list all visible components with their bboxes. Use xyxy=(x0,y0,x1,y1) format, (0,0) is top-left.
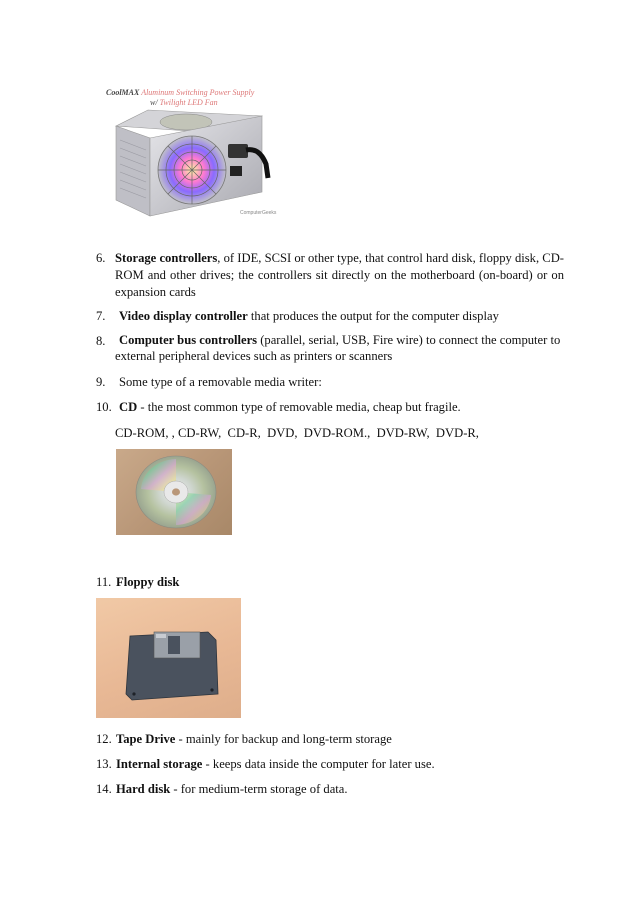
list-item xyxy=(96,333,564,364)
item-number: 10. xyxy=(96,400,112,414)
psu-illustration xyxy=(106,82,277,224)
psu-caption: CoolMAX Aluminum Switching Power Supply xyxy=(106,88,255,97)
cd-illustration xyxy=(116,449,232,535)
item-number: 9. xyxy=(96,375,106,389)
floppy-illustration xyxy=(96,598,241,718)
item-number: 7. xyxy=(96,309,106,323)
item-number: 12. xyxy=(96,732,112,746)
item-text: Internal storage - keeps data inside the computer for later use. xyxy=(116,757,435,771)
item-text: Some type of a removable media writer: xyxy=(119,375,322,389)
list-item xyxy=(96,250,564,301)
item-text: CD - the most common type of removable media, cheap but fragile. xyxy=(119,400,461,414)
power-supply-image xyxy=(106,82,277,224)
psu-caption-line2: w/ Twilight LED Fan xyxy=(150,98,218,107)
item-text: Hard disk - for medium-term storage of data. xyxy=(116,782,348,796)
cd-formats-text: CD-ROM, , CD-RW, CD-R, DVD, DVD-ROM., DVD-RW, DVD-R, xyxy=(115,426,479,440)
list-item xyxy=(96,374,564,391)
item-text: Video display controller that produces the output for the computer display xyxy=(119,309,499,323)
list-item xyxy=(96,781,564,798)
item-text: Tape Drive - mainly for backup and long-term storage xyxy=(116,732,392,746)
list-item xyxy=(96,756,564,773)
item-text: Storage controllers, of IDE, SCSI or other type, that control hard disk, floppy disk, CD-ROM and other drives; the controllers sit directly on the motherboard (on-board) or on expansion cards xyxy=(115,251,564,299)
list-item xyxy=(96,308,564,325)
list-item xyxy=(96,574,564,591)
item-number: 11. xyxy=(96,575,112,589)
psu-watermark: ComputerGeeks xyxy=(240,210,277,216)
item-number: 14. xyxy=(96,782,112,796)
list-item xyxy=(96,399,564,416)
item-text: Floppy disk xyxy=(116,575,180,589)
floppy-disk-image xyxy=(96,598,241,718)
item-number: 13. xyxy=(96,757,112,771)
item-text: Computer bus controllers (parallel, serial, USB, Fire wire) to connect the computer to external peripheral devices such as printers or scanners xyxy=(115,333,561,363)
item-number: 6. xyxy=(96,251,106,265)
list-item xyxy=(96,731,564,748)
item-number: 8. xyxy=(96,334,106,348)
cd-image xyxy=(116,449,232,535)
